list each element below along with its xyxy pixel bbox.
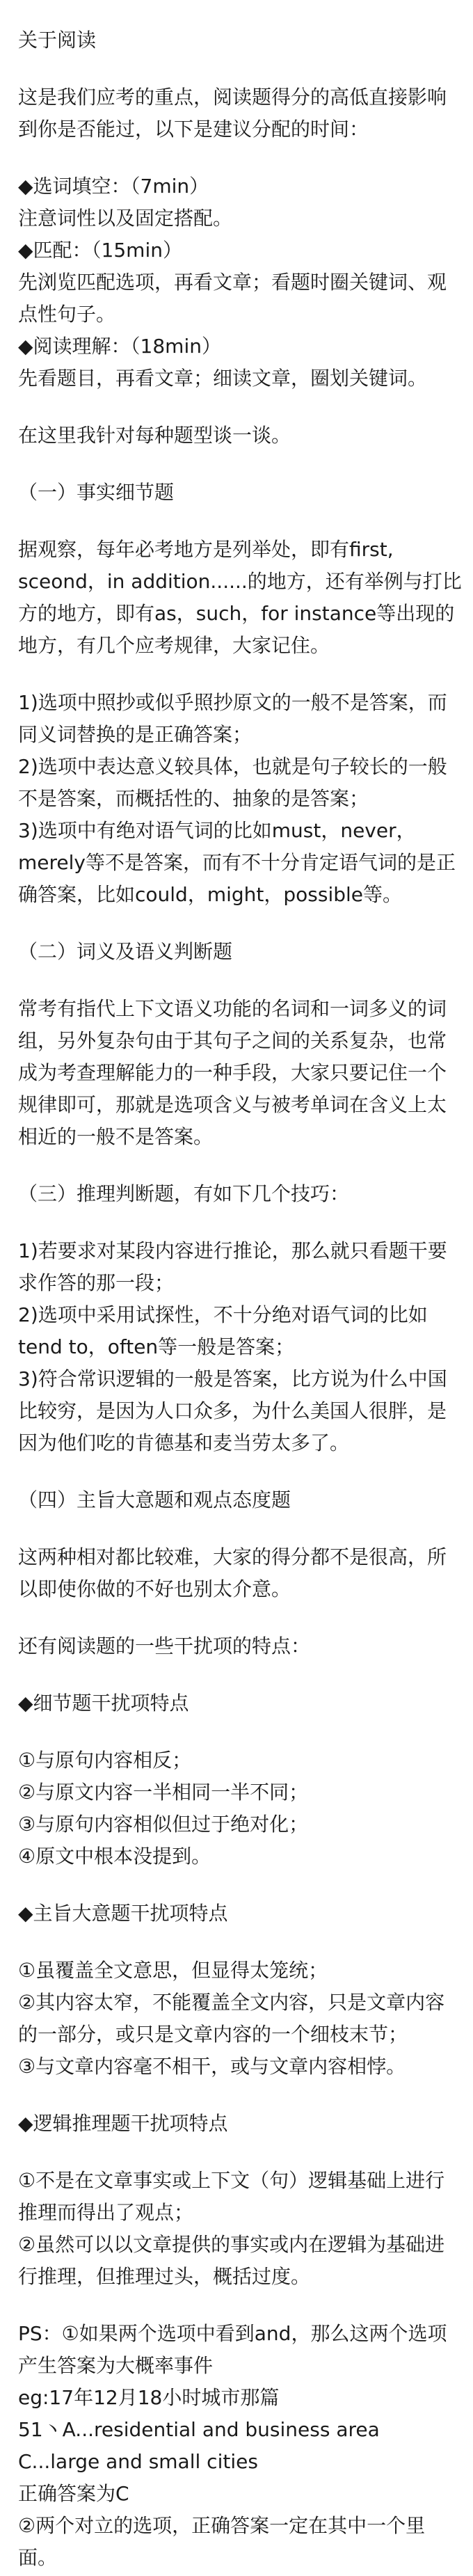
ps-example: eg:17年12月18小时城市那篇 <box>18 2386 280 2410</box>
text-line: 规律即可，那就是选项含义与被考单词在含义上太 <box>18 1092 447 1116</box>
ps-note: 面。 <box>18 2546 58 2569</box>
list-item: ②虽然可以以文章提供的事实或内在逻辑为基础进 <box>18 2233 445 2257</box>
list-item: ①与原句内容相反； <box>18 1749 192 1772</box>
ps-note: 产生答案为大概率事件 <box>18 2354 214 2378</box>
section-heading: （一）事实细节题 <box>18 481 175 504</box>
text-line: 先看题目，再看文章；细读文章，圈划关键词。 <box>18 366 428 390</box>
section-heading: （二）词义及语义判断题 <box>18 939 233 963</box>
text-line: 这是我们应考的重点，阅读题得分的高低直接影响 <box>18 86 447 109</box>
ps-example: C...large and small cities <box>18 2450 258 2474</box>
text-line: 据观察，每年必考地方是列举处，即有first, <box>18 538 394 562</box>
text-line: 点性句子。 <box>18 302 116 326</box>
text-line: 到你是否能过，以下是建议分配的时间： <box>18 118 369 141</box>
text-line: 注意词性以及固定搭配。 <box>18 207 233 230</box>
list-item: 推理而得出了观点； <box>18 2201 194 2225</box>
list-item: ④原文中根本没提到。 <box>18 1845 211 1868</box>
article-title: 关于阅读 <box>18 29 97 51</box>
text-line: ◆阅读理解：（18min） <box>18 334 221 358</box>
text-line: 2)选项中采用试探性，不十分绝对语气词的比如 <box>18 1303 428 1326</box>
text-line: 求作答的那一段； <box>18 1271 175 1295</box>
text-line: 常考有指代上下文语义功能的名词和一词多义的词 <box>18 997 447 1021</box>
text-line: ◆匹配：（15min） <box>18 239 182 262</box>
text-line: 相近的一般不是答案。 <box>18 1124 214 1148</box>
text-line: 同义词替换的是正确答案； <box>18 723 252 747</box>
ps-example: 51丶A...residential and business area <box>18 2418 380 2442</box>
list-item: ③与原句内容相似但过于绝对化； <box>18 1813 309 1836</box>
text-line: 1)若要求对某段内容进行推论，那么就只看题干要 <box>18 1239 447 1263</box>
text-line: 3)符合常识逻辑的一般是答案，比方说为什么中国 <box>18 1367 447 1390</box>
list-item: ①虽覆盖全文意思，但显得太笼统； <box>18 1959 328 1982</box>
text-line: 比较穷，是因为人口众多，为什么美国人很胖，是 <box>18 1399 447 1422</box>
list-item: ②与原文内容一半相同一半不同； <box>18 1781 309 1804</box>
text-line: sceond，in addition......的地方，还有举例与打比 <box>18 570 462 594</box>
subsection-heading: ◆逻辑推理题干扰项特点 <box>18 2112 228 2136</box>
text-line: merely等不是答案，而有不十分肯定语气词的是正 <box>18 850 456 874</box>
text-line: 因为他们吃的肯德基和麦当劳太多了。 <box>18 1431 350 1454</box>
text-line: 不是答案，而概括性的、抽象的是答案； <box>18 786 369 810</box>
text-line: 在这里我针对每种题型谈一谈。 <box>18 423 291 447</box>
text-line: 1)选项中照抄或似乎照抄原文的一般不是答案，而 <box>18 691 447 715</box>
text-line: 2)选项中表达意义较具体，也就是句子较长的一般 <box>18 755 447 779</box>
list-item: ③与文章内容毫不相干，或与文章内容相悖。 <box>18 2055 406 2078</box>
text-line: 地方，有几个应考规律，大家记住。 <box>18 634 330 658</box>
text-line: 3)选项中有绝对语气词的比如must，never， <box>18 818 416 842</box>
text-line: 确答案，比如could，might，possible等。 <box>18 882 403 906</box>
text-line: ◆选词填空：（7min） <box>18 175 209 198</box>
text-line: 还有阅读题的一些干扰项的特点： <box>18 1635 311 1658</box>
text-line: 这两种相对都比较难，大家的得分都不是很高，所 <box>18 1545 447 1568</box>
subsection-heading: ◆主旨大意题干扰项特点 <box>18 1902 228 1925</box>
ps-example: 正确答案为C <box>18 2482 129 2506</box>
list-item: ②其内容太窄，不能覆盖全文内容，只是文章内容 <box>18 1991 445 2014</box>
text-line: 成为考查理解能力的一种手段，大家只要记住一个 <box>18 1060 447 1084</box>
list-item: 行推理，但推理过头，概括过度。 <box>18 2265 311 2289</box>
section-heading: （四）主旨大意题和观点态度题 <box>18 1488 291 1511</box>
list-item: 的一部分，或只是文章内容的一个细枝末节； <box>18 2023 408 2046</box>
subsection-heading: ◆细节题干扰项特点 <box>18 1692 189 1715</box>
text-line: 以即使你做的不好也别太介意。 <box>18 1577 291 1600</box>
text-line: 先浏览匹配选项，再看文章；看题时圈关键词、观 <box>18 271 447 294</box>
section-heading: （三）推理判断题，有如下几个技巧： <box>18 1182 350 1205</box>
text-line: 组，另外复杂句由于其句子之间的关系复杂，也常 <box>18 1029 447 1052</box>
text-line: tend to，often等一般是答案； <box>18 1335 295 1358</box>
ps-note: PS：①如果两个选项中看到and，那么这两个选项 <box>18 2322 447 2346</box>
text-line: 方的地方，即有as，such，for instance等出现的 <box>18 602 455 626</box>
ps-note: ②两个对立的选项，正确答案一定在其中一个里 <box>18 2514 426 2538</box>
list-item: ①不是在文章事实或上下文（句）逻辑基础上进行 <box>18 2169 445 2193</box>
